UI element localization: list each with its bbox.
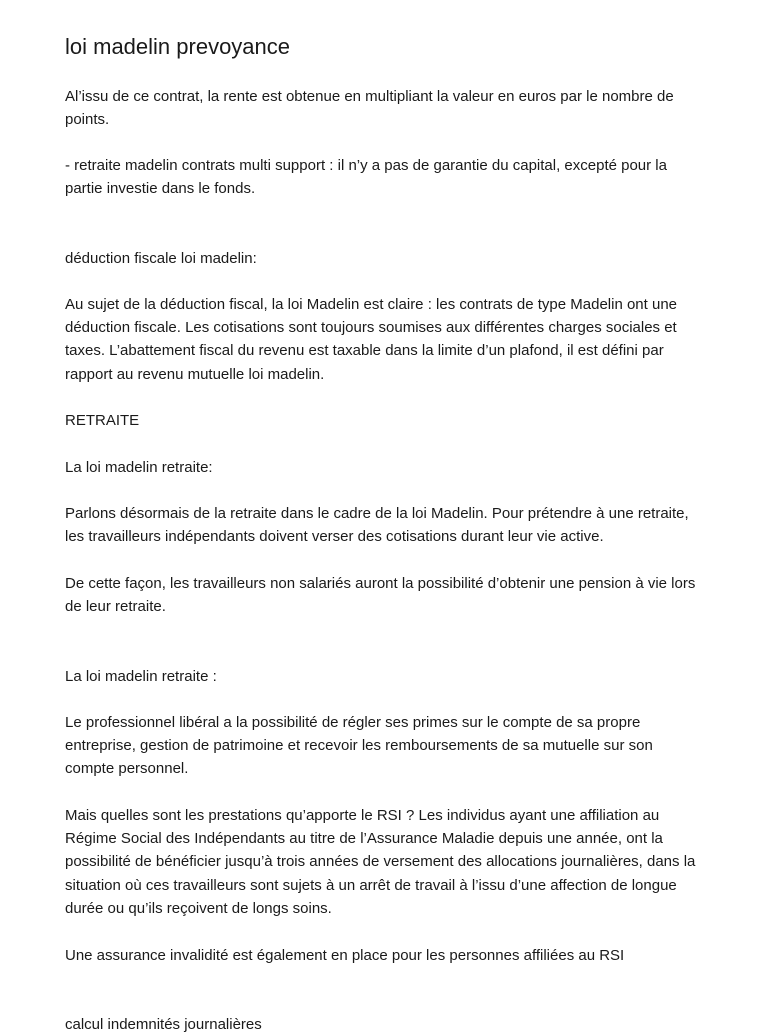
heading-loi-madelin-retraite-2: La loi madelin retraite : bbox=[65, 668, 217, 685]
heading-deduction-fiscale: déduction fiscale loi madelin: bbox=[65, 250, 257, 267]
paragraph-rente: Al’issu de ce contrat, la rente est obtenue en multipliant la valeur en euros par le nombre de points. bbox=[65, 88, 674, 129]
heading-retraite: RETRAITE bbox=[65, 412, 140, 429]
page-title: loi madelin prevoyance bbox=[65, 34, 291, 59]
paragraph-rsi-prestations: Mais quelles sont les prestations qu’apporte le RSI ? Les individus ayant une affiliation au Régime Social des Indépendants au titre de l’Assurance Maladie depuis une année, ont la possibilité de bénéficier jusqu’à trois années de versement des allocations journalières, dans la situation où ces travailleurs sont sujets à un arrêt de travail à l’issu d’une affection de longue durée ou qu’ils reçoivent de longs soins. bbox=[65, 807, 696, 917]
paragraph-multi-support: - retraite madelin contrats multi support : il n’y a pas de garantie du capital, excepté pour la partie investie dans le fonds. bbox=[65, 157, 667, 198]
paragraph-deduction-fiscale: Au sujet de la déduction fiscal, la loi Madelin est claire : les contrats de type Madelin ont une déduction fiscale. Les cotisations sont toujours soumises aux différentes charges sociales et taxes. L’abattement fiscal du revenu est taxable dans la limite d’un plafond, il est défini par rapport au revenu mutuelle loi madelin. bbox=[65, 296, 678, 383]
heading-loi-madelin-retraite: La loi madelin retraite: bbox=[65, 459, 213, 476]
paragraph-assurance-invalidite: Une assurance invalidité est également en place pour les personnes affiliées au RSI bbox=[65, 947, 625, 964]
paragraph-professionnel-liberal: Le professionnel libéral a la possibilité de régler ses primes sur le compte de sa propre entreprise, gestion de patrimoine et recevoir les remboursements de sa mutuelle sur son compte personnel. bbox=[65, 714, 653, 778]
heading-calcul-indemnites: calcul indemnités journalières bbox=[65, 1016, 262, 1033]
paragraph-pension-vie: De cette façon, les travailleurs non salariés auront la possibilité d’obtenir une pension à vie lors de leur retraite. bbox=[65, 575, 696, 616]
paragraph-retraite-cadre: Parlons désormais de la retraite dans le cadre de la loi Madelin. Pour prétendre à une retraite, les travailleurs indépendants doivent verser des cotisations durant leur vie active. bbox=[65, 505, 689, 546]
